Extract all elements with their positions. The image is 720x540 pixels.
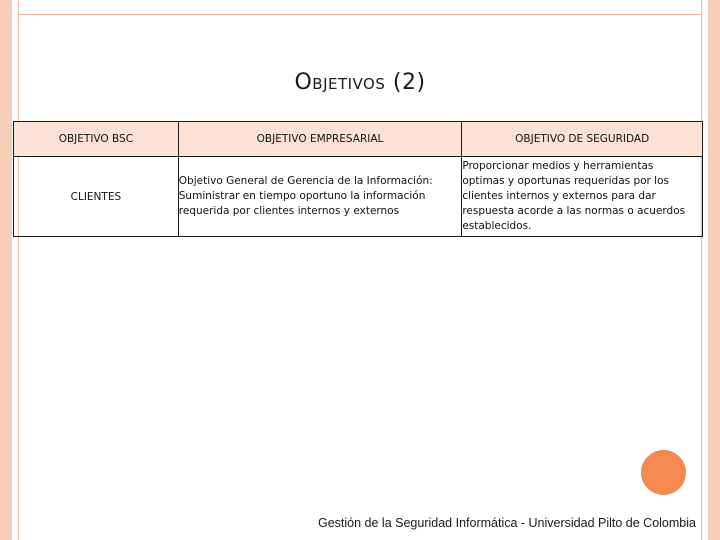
header-label: OBJETIVO BSC xyxy=(58,133,134,145)
title-prefix: O xyxy=(294,70,313,95)
seguridad-line: respuesta acorde a las normas o acuerdos xyxy=(462,205,686,217)
title-suffix: (2) xyxy=(385,70,426,95)
bsc-value: CLIENTES xyxy=(70,190,122,203)
header-objetivo-empresarial xyxy=(178,122,462,157)
table-row xyxy=(14,157,703,237)
header-label: OBJETIVO EMPRESARIAL xyxy=(256,133,384,145)
table-header-row xyxy=(14,122,703,157)
decorative-circle xyxy=(641,450,686,495)
cell-empresarial xyxy=(178,157,462,237)
header-objetivo-bsc xyxy=(14,122,179,157)
title-smallcaps: bjetivos xyxy=(312,70,386,95)
seguridad-line: Proporcionar medios y herramientas xyxy=(462,160,654,172)
seguridad-line: optimas y oportunas requeridas por los xyxy=(462,175,669,187)
objectives-table xyxy=(13,121,703,237)
header-label: OBJETIVO DE SEGURIDAD xyxy=(515,133,650,145)
slide-footer: Gestión de la Seguridad Informática - Universidad Pilto de Colombia xyxy=(318,516,696,530)
seguridad-line: establecidos. xyxy=(462,220,532,232)
frame-line-top xyxy=(18,14,702,15)
empresarial-line: Suministrar en tiempo oportuno la información xyxy=(178,190,426,202)
slide-title xyxy=(0,70,720,95)
header-objetivo-seguridad xyxy=(462,122,703,157)
cell-bsc xyxy=(14,157,179,237)
seguridad-line: clientes internos y externos para dar xyxy=(462,190,656,202)
cell-seguridad xyxy=(462,157,703,237)
empresarial-lead: Objetivo General de Gerencia de la Información: xyxy=(178,175,433,187)
empresarial-line: requerida por clientes internos y externos xyxy=(178,205,400,217)
